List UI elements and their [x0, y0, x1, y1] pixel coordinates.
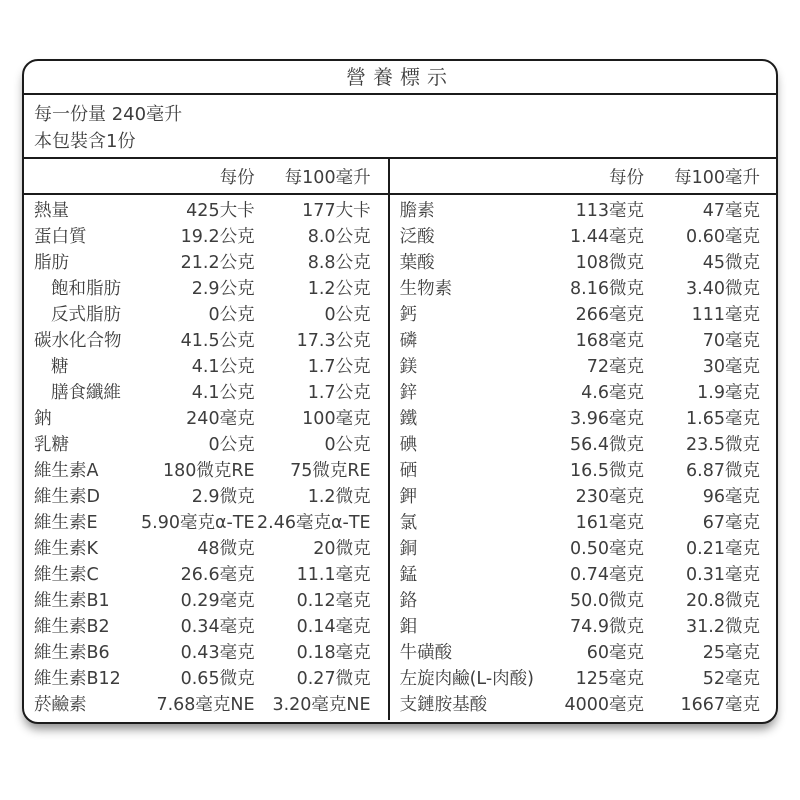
per-serving-value: 2.9微克 — [191, 487, 255, 507]
per-serving-value: 0公克 — [208, 305, 255, 325]
per-100ml-value: 1.7公克 — [307, 383, 371, 403]
per-100ml-value: 75微克RE — [290, 461, 371, 481]
nutrient-label: 維生素K — [34, 539, 98, 559]
table-row — [390, 484, 776, 510]
table-row — [390, 406, 776, 432]
nutrient-label: 鉻 — [399, 591, 418, 611]
table-right-header — [390, 159, 776, 195]
nutrient-label: 維生素E — [34, 513, 98, 533]
per-100ml-value: 3.20毫克NE — [272, 695, 371, 715]
table-row — [24, 354, 388, 380]
per-100ml-value: 0.21毫克 — [686, 539, 760, 559]
table-row — [24, 250, 388, 276]
table-row — [24, 692, 388, 718]
per-100ml-value: 20.8微克 — [686, 591, 760, 611]
table-row — [390, 276, 776, 302]
per-100ml-value: 52毫克 — [702, 669, 760, 689]
nutrient-label: 菸鹼素 — [34, 695, 87, 715]
per-100ml-value: 25毫克 — [702, 643, 760, 663]
nutrient-label: 維生素B6 — [34, 643, 110, 663]
per-serving-value: 168毫克 — [575, 331, 644, 351]
nutrient-label: 鐵 — [399, 409, 418, 429]
nutrient-label: 左旋肉鹼(L-肉酸) — [399, 669, 534, 689]
per-serving-value: 3.96毫克 — [570, 409, 644, 429]
per-serving-value: 161毫克 — [575, 513, 644, 533]
per-serving-value: 50.0微克 — [570, 591, 644, 611]
per-100ml-value: 47毫克 — [702, 201, 760, 221]
per-100ml-value: 0.60毫克 — [686, 227, 760, 247]
per-serving-value: 21.2公克 — [180, 253, 255, 273]
per-serving-value: 19.2公克 — [180, 227, 255, 247]
table-row — [390, 562, 776, 588]
nutrient-label: 氯 — [399, 513, 418, 533]
per-100ml-value: 2.46毫克α-TE — [257, 513, 371, 533]
table-row — [390, 224, 776, 250]
per-100ml-value: 0.14毫克 — [296, 617, 371, 637]
per-serving-value: 8.16微克 — [570, 279, 644, 299]
table-row — [390, 536, 776, 562]
per-100ml-value: 8.8公克 — [307, 253, 371, 273]
per-serving-value: 0公克 — [208, 435, 255, 455]
table-row — [24, 198, 388, 224]
nutrient-label: 銅 — [399, 539, 418, 559]
nutrition-label-card — [22, 59, 778, 724]
per-serving-value: 425大卡 — [186, 201, 255, 221]
per-100ml-value: 1667毫克 — [680, 695, 760, 715]
nutrient-label: 脂肪 — [34, 253, 69, 273]
per-100ml-value: 8.0公克 — [307, 227, 371, 247]
per-100ml-header: 每100毫升 — [674, 167, 760, 188]
table-row — [24, 536, 388, 562]
table-row — [390, 588, 776, 614]
per-serving-value: 2.9公克 — [191, 279, 255, 299]
nutrient-label: 碳水化合物 — [34, 331, 122, 351]
per-100ml-value: 0.18毫克 — [296, 643, 371, 663]
per-100ml-value: 0.31毫克 — [686, 565, 760, 585]
nutrient-label: 鈣 — [399, 305, 418, 325]
nutrient-label: 維生素A — [34, 461, 99, 481]
nutrient-label: 飽和脂肪 — [51, 279, 121, 299]
nutrient-label: 糖 — [51, 357, 69, 377]
nutrient-label: 鉀 — [399, 487, 418, 507]
per-100ml-value: 1.2公克 — [307, 279, 371, 299]
per-serving-value: 230毫克 — [575, 487, 644, 507]
table-row — [24, 432, 388, 458]
table-row — [24, 562, 388, 588]
per-100ml-value: 1.7公克 — [307, 357, 371, 377]
table-row — [24, 328, 388, 354]
nutrient-label: 鉬 — [399, 617, 418, 637]
table-row — [390, 250, 776, 276]
table-row — [390, 198, 776, 224]
per-serving-value: 1.44毫克 — [570, 227, 644, 247]
nutrient-label: 維生素B12 — [34, 669, 121, 689]
table-row — [24, 380, 388, 406]
per-serving-value: 0.34毫克 — [180, 617, 255, 637]
table-row — [390, 432, 776, 458]
per-serving-value: 72毫克 — [586, 357, 644, 377]
per-100ml-value: 67毫克 — [702, 513, 760, 533]
nutrition-table-right — [388, 159, 776, 720]
per-100ml-value: 0.12毫克 — [296, 591, 371, 611]
per-serving-value: 4.1公克 — [191, 357, 255, 377]
nutrient-label: 維生素B1 — [34, 591, 110, 611]
table-row — [390, 380, 776, 406]
per-serving-value: 0.65微克 — [180, 669, 255, 689]
per-100ml-value: 11.1毫克 — [296, 565, 371, 585]
per-100ml-value: 0公克 — [324, 305, 371, 325]
table-row — [390, 510, 776, 536]
per-serving-header: 每份 — [219, 167, 255, 188]
per-serving-value: 7.68毫克NE — [156, 695, 255, 715]
nutrient-label: 牛磺酸 — [399, 643, 453, 663]
per-serving-value: 4.1公克 — [191, 383, 255, 403]
table-row — [390, 458, 776, 484]
nutrient-label: 錳 — [399, 565, 418, 585]
table-row — [24, 406, 388, 432]
nutrient-label: 磷 — [399, 331, 418, 351]
per-serving-header: 每份 — [609, 167, 644, 188]
table-row — [390, 640, 776, 666]
nutrient-label: 熱量 — [34, 201, 69, 221]
per-100ml-value: 111毫克 — [691, 305, 760, 325]
per-100ml-value: 1.2微克 — [307, 487, 371, 507]
table-row — [24, 224, 388, 250]
per-100ml-value: 45微克 — [702, 253, 760, 273]
per-100ml-header: 每100毫升 — [284, 167, 371, 188]
per-serving-value: 56.4微克 — [570, 435, 644, 455]
per-100ml-value: 177大卡 — [302, 201, 371, 221]
table-right-body — [390, 195, 776, 720]
table-row — [24, 666, 388, 692]
table-row — [24, 484, 388, 510]
per-serving-value: 4000毫克 — [564, 695, 644, 715]
per-serving-value: 60毫克 — [586, 643, 644, 663]
per-100ml-value: 17.3公克 — [296, 331, 371, 351]
per-100ml-value: 20微克 — [313, 539, 371, 559]
per-serving-value: 0.43毫克 — [180, 643, 255, 663]
per-100ml-value: 3.40微克 — [686, 279, 760, 299]
table-row — [24, 588, 388, 614]
table-left-header — [24, 159, 388, 195]
per-100ml-value: 1.9毫克 — [697, 383, 760, 403]
nutrient-label: 維生素C — [34, 565, 99, 585]
per-serving-value: 41.5公克 — [180, 331, 255, 351]
serving-size-line: 每一份量 240毫升 — [34, 104, 183, 125]
table-row — [390, 614, 776, 640]
per-serving-value: 125毫克 — [575, 669, 644, 689]
nutrient-label: 膳食纖維 — [51, 383, 121, 403]
per-100ml-value: 30毫克 — [702, 357, 760, 377]
table-row — [390, 354, 776, 380]
per-serving-value: 0.74毫克 — [570, 565, 644, 585]
serving-info-section — [24, 95, 776, 159]
nutrient-label: 維生素B2 — [34, 617, 110, 637]
per-100ml-value: 0公克 — [324, 435, 371, 455]
per-serving-value: 240毫克 — [186, 409, 255, 429]
table-row — [390, 302, 776, 328]
nutrient-label: 鎂 — [399, 357, 418, 377]
table-row — [390, 328, 776, 354]
nutrient-label: 鋅 — [399, 383, 418, 403]
per-serving-value: 180微克RE — [162, 461, 255, 481]
per-100ml-value: 70毫克 — [702, 331, 760, 351]
table-row — [24, 640, 388, 666]
table-left-body — [24, 195, 388, 720]
per-serving-value: 26.6毫克 — [180, 565, 255, 585]
nutrient-label: 維生素D — [34, 487, 100, 507]
per-100ml-value: 100毫克 — [302, 409, 371, 429]
per-100ml-value: 23.5微克 — [686, 435, 760, 455]
nutrient-label: 乳糖 — [34, 435, 69, 455]
nutrient-label: 葉酸 — [399, 253, 435, 273]
table-row — [390, 666, 776, 692]
table-row — [24, 302, 388, 328]
nutrition-label-title: 營養標示 — [24, 61, 776, 95]
table-row — [24, 614, 388, 640]
servings-per-package-line: 本包裝含1份 — [34, 131, 136, 152]
nutrient-label: 碘 — [399, 435, 418, 455]
nutrient-label: 硒 — [399, 461, 418, 481]
per-serving-value: 5.90毫克α-TE — [141, 513, 255, 533]
per-serving-value: 0.50毫克 — [570, 539, 644, 559]
per-serving-value: 4.6毫克 — [581, 383, 644, 403]
nutrient-label: 蛋白質 — [34, 227, 87, 247]
per-serving-value: 266毫克 — [575, 305, 644, 325]
per-100ml-value: 1.65毫克 — [686, 409, 760, 429]
per-serving-value: 48微克 — [197, 539, 255, 559]
nutrient-label: 鈉 — [34, 409, 52, 429]
nutrition-tables — [24, 159, 776, 720]
per-100ml-value: 0.27微克 — [296, 669, 371, 689]
nutrient-label: 膽素 — [399, 201, 435, 221]
per-serving-value: 16.5微克 — [570, 461, 644, 481]
nutrition-table-left — [24, 159, 388, 720]
per-100ml-value: 96毫克 — [702, 487, 760, 507]
per-serving-value: 74.9微克 — [570, 617, 644, 637]
table-row — [24, 510, 388, 536]
per-serving-value: 108微克 — [575, 253, 644, 273]
table-row — [390, 692, 776, 718]
nutrient-label: 泛酸 — [399, 227, 435, 247]
per-100ml-value: 31.2微克 — [686, 617, 760, 637]
per-100ml-value: 6.87微克 — [686, 461, 760, 481]
table-row — [24, 276, 388, 302]
table-row — [24, 458, 388, 484]
nutrient-label: 支鏈胺基酸 — [399, 695, 488, 715]
per-serving-value: 0.29毫克 — [180, 591, 255, 611]
nutrient-label: 反式脂肪 — [51, 305, 121, 325]
per-serving-value: 113毫克 — [575, 201, 644, 221]
nutrient-label: 生物素 — [399, 279, 453, 299]
